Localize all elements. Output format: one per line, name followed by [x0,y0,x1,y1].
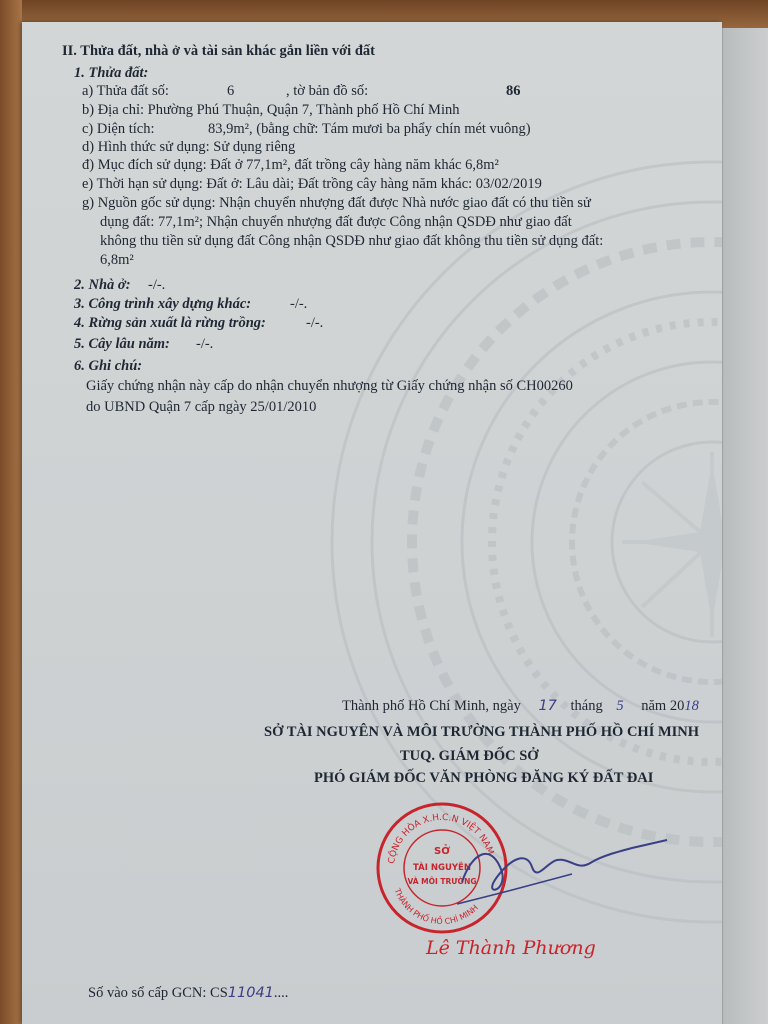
month-label: tháng [570,698,603,714]
address-line: b) Địa chỉ: Phường Phú Thuận, Quận 7, Thành phố Hồ Chí Minh [82,102,460,118]
handwritten-signature [452,822,672,912]
notes-line-2: do UBND Quận 7 cấp ngày 25/01/2010 [86,399,317,415]
origin-line-4: 6,8m² [100,252,134,268]
forest-label: 4. Rừng sản xuất là rừng trồng: [74,315,266,331]
land-heading: 1. Thửa đất: [74,65,149,81]
origin-line-1: g) Nguồn gốc sử dụng: Nhận chuyển nhượng đất được Nhà nước giao đất có thu tiền sử [82,195,591,211]
area-value: 83,9m², (bằng chữ: Tám mươi ba phẩy chín mét vuông) [208,121,531,137]
construction-label: 3. Công trình xây dựng khác: [74,296,252,312]
perennial-label: 5. Cây lâu năm: [74,336,170,352]
registry-value: 11041 [227,985,274,1001]
stamp-center-1: SỞ [434,846,450,857]
year-label: năm 20 [641,698,685,714]
stamp-bottom-ring-text: THÀNH PHỐ HỒ CHÍ MINH [392,887,480,927]
place-date [342,698,699,715]
use-term-line: e) Thời hạn sử dụng: Đất ở: Lâu dài; Đất trồng cây hàng năm khác: 03/02/2019 [82,176,542,192]
parcel-number: 6 [227,83,235,99]
deputy-title: PHÓ GIÁM ĐỐC VĂN PHÒNG ĐĂNG KÝ ĐẤT ĐAI [314,770,654,786]
parcel-label: a) Thửa đất số: [82,83,169,99]
adjacent-page [722,28,768,1024]
department-name: SỞ TÀI NGUYÊN VÀ MÔI TRƯỜNG THÀNH PHỐ HỒ CHÍ MINH [264,724,700,740]
origin-line-3: không thu tiền sử dụng đất Công nhận QSDĐ như giao đất không thu tiền sử dụng đất: [100,233,604,249]
use-purpose-line: đ) Mục đích sử dụng: Đất ở 77,1m², đất trồng cây hàng năm khác 6,8m² [82,157,499,173]
authorization-line: TUQ. GIÁM ĐỐC SỞ [400,748,539,764]
section-title: II. Thửa đất, nhà ở và tài sản khác gắn liền với đất [62,43,375,59]
stamp-center-2: TÀI NGUYÊN [413,863,471,873]
date-year-tail: 18 [684,698,699,714]
map-sheet-label: , tờ bản đồ số: [286,83,369,99]
registry-line [88,985,288,1002]
forest-value: -/-. [306,315,324,331]
date-day: 17 [538,698,557,714]
construction-value: -/-. [290,296,308,312]
house-label: 2. Nhà ở: [74,277,131,293]
certificate-page [22,22,722,1024]
map-sheet-number: 86 [506,83,521,99]
table-surface-left [0,0,22,1024]
stamp-ring-text: CỘNG HÒA X.H.C.N VIỆT NAM [387,812,495,865]
notes-line-1: Giấy chứng nhận này cấp do nhận chuyển nhượng từ Giấy chứng nhận số CH00260 [86,378,573,394]
place-date-prefix: Thành phố Hồ Chí Minh, ngày [342,698,521,714]
registry-label: Số vào sổ cấp GCN: CS [88,985,228,1001]
use-form-line: d) Hình thức sử dụng: Sử dụng riêng [82,139,296,155]
notes-label: 6. Ghi chú: [74,358,143,374]
stamp-center-3: VÀ MÔI TRƯỜNG [407,877,477,886]
date-month: 5 [616,698,624,714]
signer-name: Lê Thành Phương [426,937,596,959]
house-value: -/-. [148,277,166,293]
origin-line-2: dụng đất: 77,1m²; Nhận chuyển nhượng đất được Công nhận QSDĐ như giao đất [100,214,572,230]
area-label: c) Diện tích: [82,121,155,137]
perennial-value: -/-. [196,336,214,352]
registry-dots: .... [273,985,289,1001]
